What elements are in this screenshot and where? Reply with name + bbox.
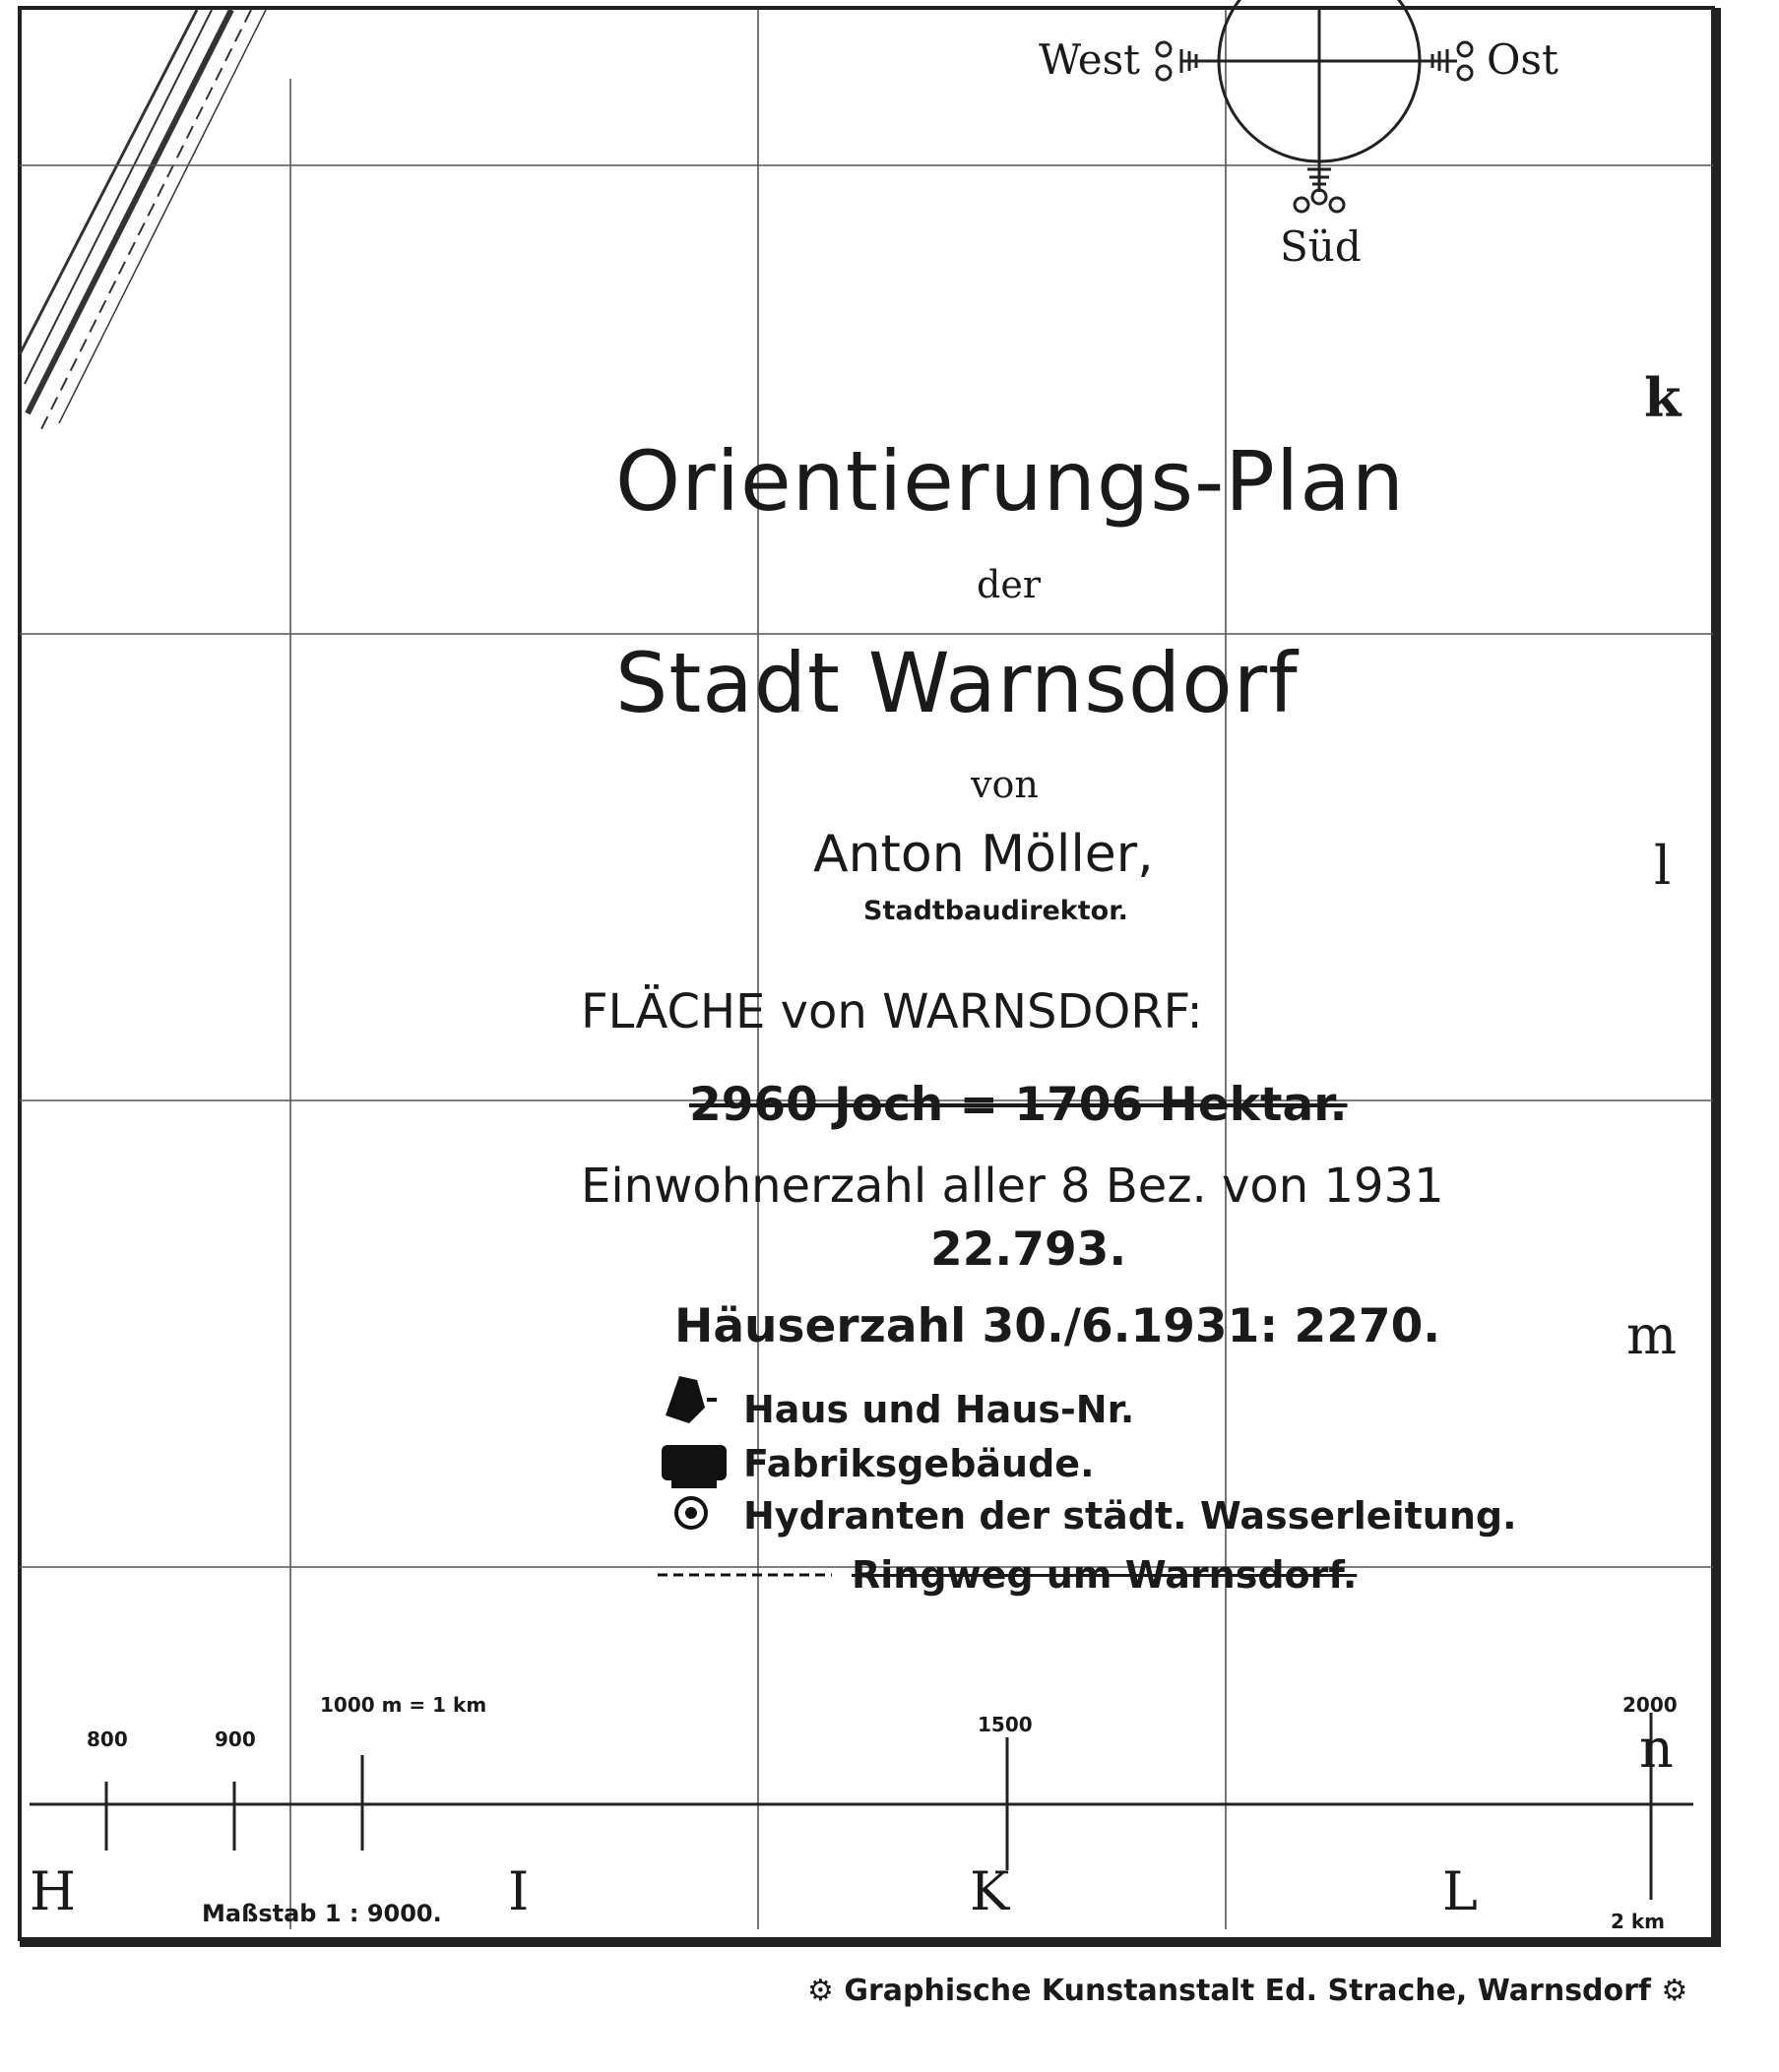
title-von: von: [971, 763, 1039, 806]
printer-logo-icon: ⚙: [807, 1974, 845, 2008]
scale-tick-1500: 1500: [978, 1713, 1033, 1736]
map-title-city: Stadt Warnsdorf: [615, 635, 1299, 731]
compass-east-label: Ost: [1487, 35, 1558, 84]
scale-tick-1000: 1000 m = 1 km: [320, 1693, 487, 1717]
scale-tick-800: 800: [87, 1727, 128, 1751]
grid-row-m: m: [1626, 1304, 1678, 1366]
printer-credit: [807, 1974, 1687, 2008]
grid-col-L: L: [1442, 1860, 1478, 1922]
house-count: Häuserzahl 30./6.1931: 2270.: [674, 1299, 1441, 1353]
factory-icon: [662, 1445, 727, 1480]
printer-logo-icon-right: ⚙: [1650, 1974, 1688, 2008]
scale-ratio: Maßstab 1 : 9000.: [202, 1900, 442, 1927]
legend-hydrant-label: Hydranten der städt. Wasserleitung.: [743, 1494, 1517, 1538]
population-value: 22.793.: [930, 1223, 1127, 1277]
map-frame: [20, 8, 1713, 1939]
hydrant-dot: [685, 1507, 697, 1519]
area-size: 2960 Joch = 1706 Hektar.: [689, 1078, 1348, 1132]
compass-west-label: West: [1039, 35, 1141, 84]
legend-factory-label: Fabriksgebäude.: [743, 1442, 1095, 1485]
area-heading: FLÄCHE von WARNSDORF:: [581, 984, 1203, 1039]
grid-row-n: n: [1639, 1718, 1674, 1780]
grid-col-K: K: [970, 1860, 1010, 1922]
map-title: Orientierungs-Plan: [615, 433, 1405, 530]
grid-row-l: l: [1654, 835, 1672, 897]
author-role: Stadtbaudirektor.: [863, 896, 1128, 926]
grid-col-I: I: [508, 1860, 530, 1922]
grid-col-H: H: [30, 1860, 77, 1922]
author-name: Anton Möller,: [813, 825, 1154, 884]
compass-south-label: Süd: [1280, 222, 1362, 271]
scale-tick-900: 900: [215, 1727, 256, 1751]
scale-tick-2000: 2000: [1622, 1693, 1678, 1717]
title-der: der: [977, 563, 1041, 606]
legend-house-label: Haus und Haus-Nr.: [743, 1388, 1135, 1431]
printer-credit-text: Graphische Kunstanstalt Ed. Strache, Warnsdorf: [844, 1974, 1651, 2008]
factory-base: [671, 1476, 717, 1488]
house-number-marks: [707, 1398, 717, 1402]
legend-ringweg-label: Ringweg um Warnsdorf.: [852, 1553, 1358, 1597]
scale-end-label: 2 km: [1611, 1910, 1666, 1933]
population-label: Einwohnerzahl aller 8 Bez. von 1931: [581, 1159, 1444, 1214]
grid-row-k: k: [1644, 366, 1682, 429]
